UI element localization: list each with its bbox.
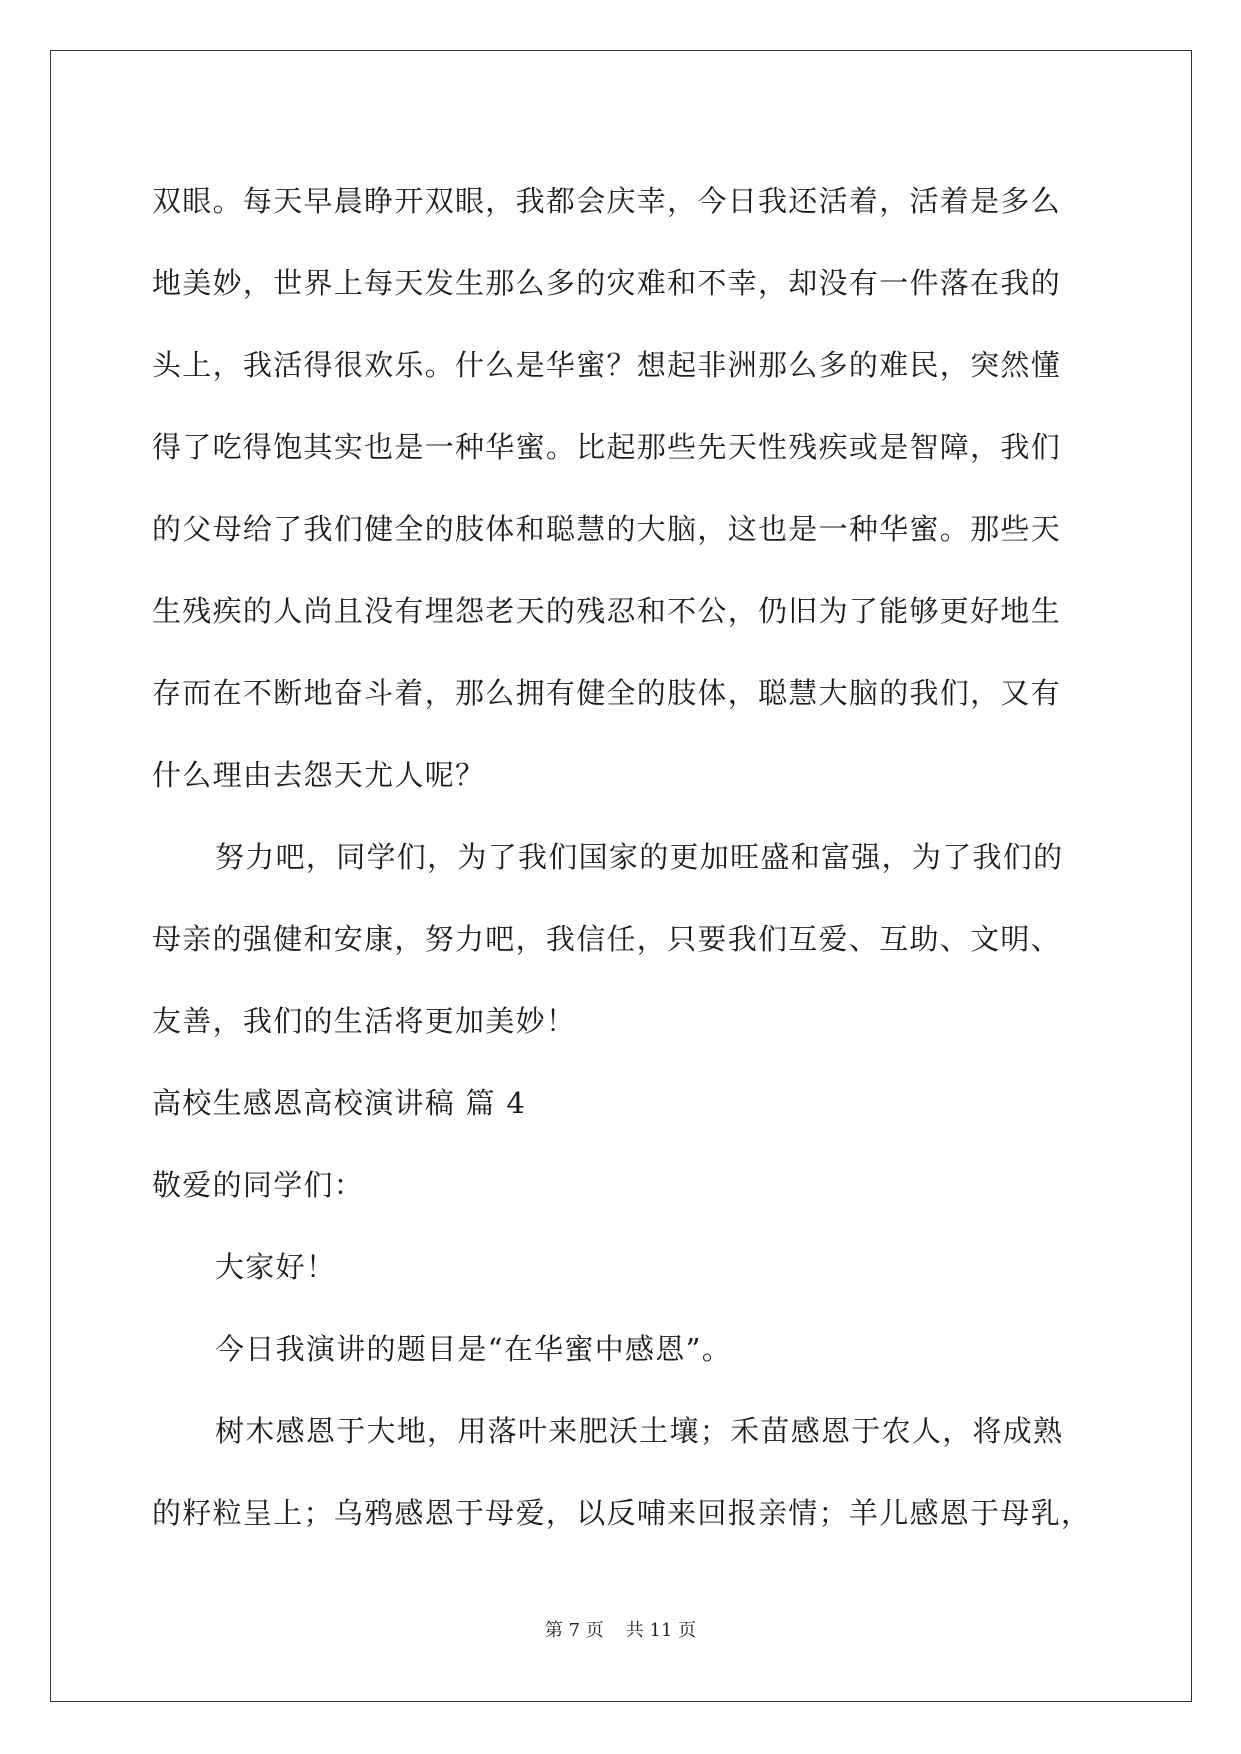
greeting: 大家好！ xyxy=(215,1250,337,1284)
text-line: 努力吧，同学们，为了我们国家的更加旺盛和富强，为了我们的 xyxy=(215,840,1064,874)
text-line: 头上，我活得很欢乐。什么是华蜜？想起非洲那么多的难民，突然懂 xyxy=(152,348,1062,382)
text-line: 友善，我们的生活将更加美妙！ xyxy=(152,1004,577,1038)
section-heading: 高校生感恩高校演讲稿 篇 4 xyxy=(152,1086,527,1120)
document-body xyxy=(152,160,1092,1554)
text-line: 树木感恩于大地，用落叶来肥沃土壤；禾苗感恩于农人，将成熟 xyxy=(215,1414,1064,1448)
text-line: 今日我演讲的题目是“在华蜜中感恩”。 xyxy=(215,1332,733,1366)
text-line: 母亲的强健和安康，努力吧，我信任，只要我们互爱、互助、文明、 xyxy=(152,922,1062,956)
page-number: 第 7 页 xyxy=(544,1620,604,1641)
text-line: 双眼。每天早晨睁开双眼，我都会庆幸，今日我还活着，活着是多么 xyxy=(152,184,1062,218)
text-line: 得了吃得饱其实也是一种华蜜。比起那些先天性残疾或是智障，我们 xyxy=(152,430,1062,464)
text-line: 地美妙，世界上每天发生那么多的灾难和不幸，却没有一件落在我的 xyxy=(152,266,1062,300)
page-footer xyxy=(0,1619,1241,1643)
text-line: 的籽粒呈上；乌鸦感恩于母爱，以反哺来回报亲情；羊儿感恩于母乳， xyxy=(152,1496,1092,1530)
text-line: 存而在不断地奋斗着，那么拥有健全的肢体，聪慧大脑的我们，又有 xyxy=(152,676,1062,710)
page-total: 共 11 页 xyxy=(625,1620,697,1641)
salutation: 敬爱的同学们： xyxy=(152,1168,365,1202)
text-line: 什么理由去怨天尤人呢？ xyxy=(152,758,486,792)
text-line: 的父母给了我们健全的肢体和聪慧的大脑，这也是一种华蜜。那些天 xyxy=(152,512,1062,546)
text-line: 生残疾的人尚且没有埋怨老天的残忍和不公，仍旧为了能够更好地生 xyxy=(152,594,1062,628)
